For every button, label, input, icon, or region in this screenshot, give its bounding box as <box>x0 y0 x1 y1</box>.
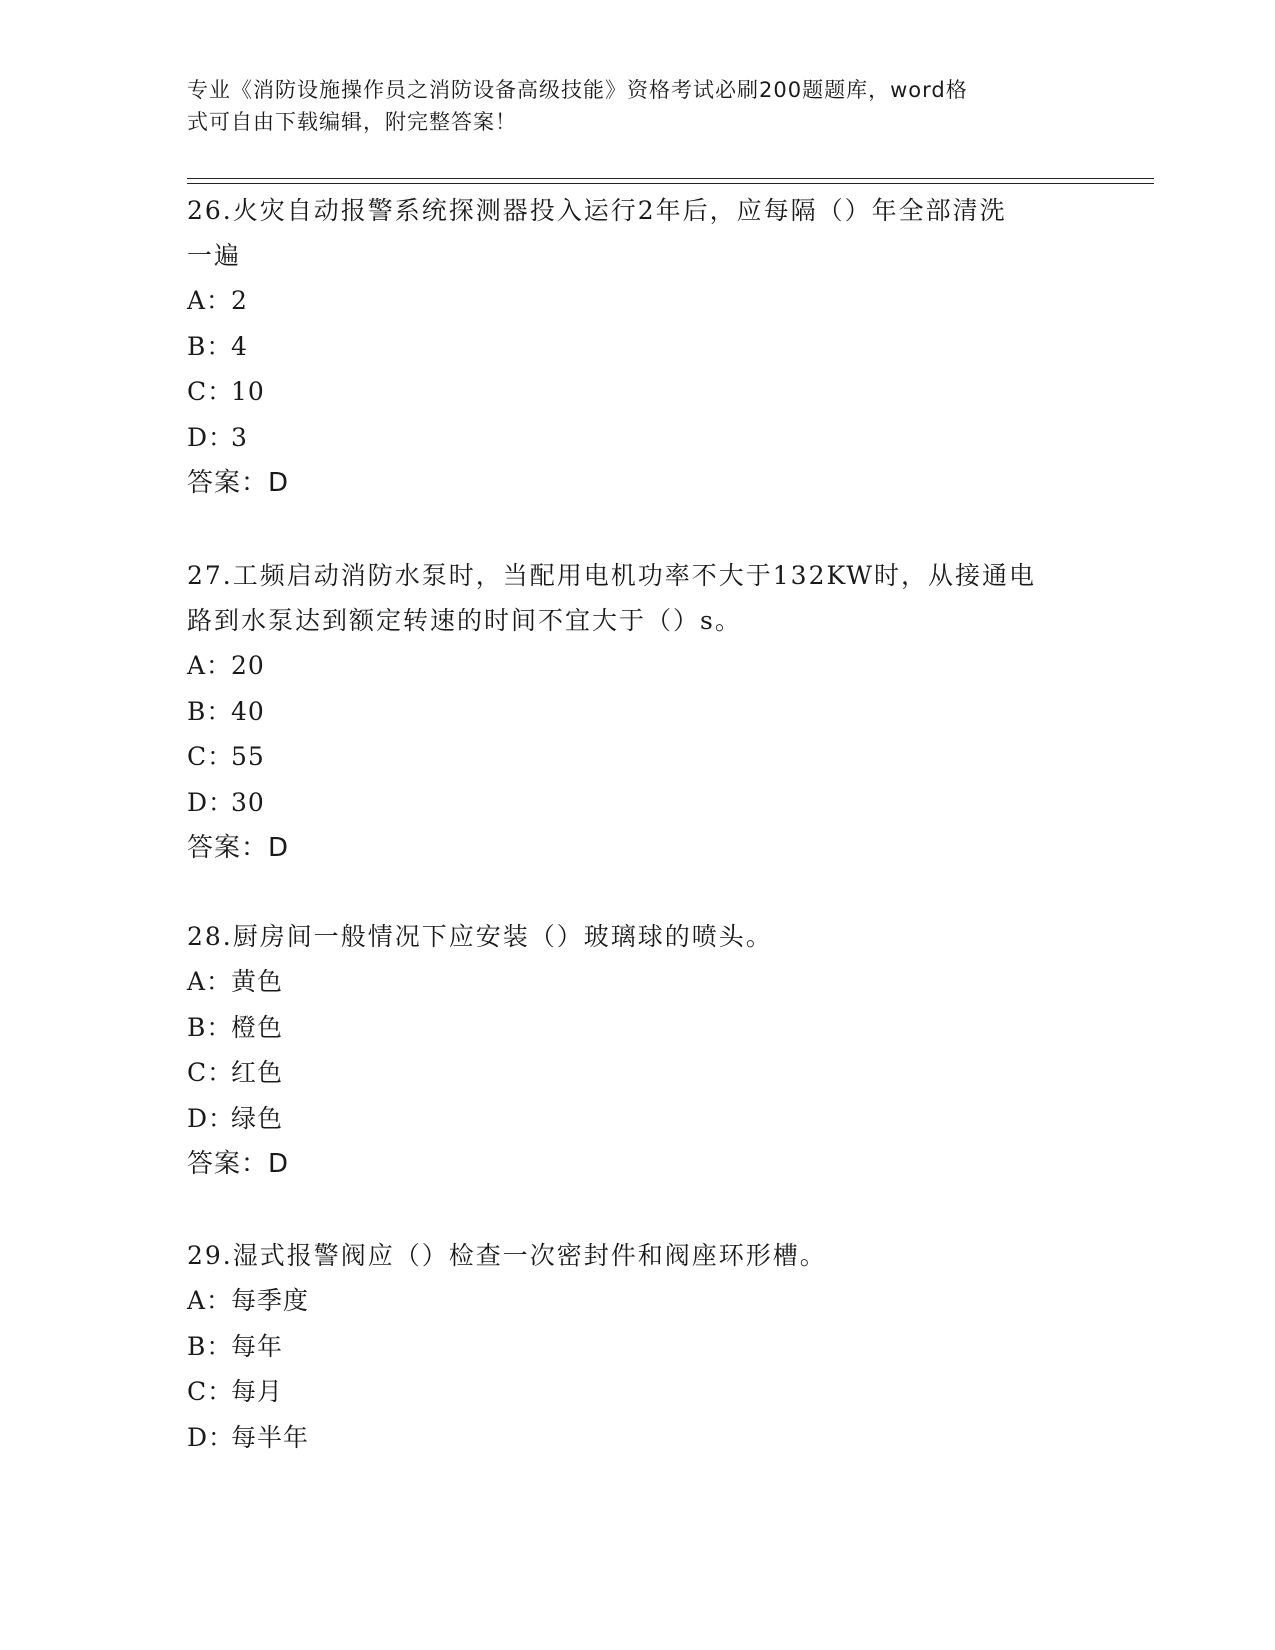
option-key: A： <box>187 967 233 996</box>
question-28 <box>187 914 1087 1187</box>
option-key: C： <box>187 742 234 771</box>
option-d <box>187 1096 1087 1142</box>
question-stem: 28.厨房间一般情况下应安装（）玻璃球的喷头。 <box>187 922 773 951</box>
question-stem: 29.湿式报警阀应（）检查一次密封件和阀座环形槽。 <box>187 1241 827 1270</box>
question-29 <box>187 1233 1087 1460</box>
option-text: 每月 <box>231 1377 284 1406</box>
header-divider-bottom <box>187 183 1154 184</box>
option-key: C： <box>187 377 234 406</box>
option-a <box>187 643 1087 689</box>
question-26 <box>187 188 1087 506</box>
question-stem-continued: 路到水泵达到额定转速的时间不宜大于（）s。 <box>187 606 742 635</box>
option-b <box>187 1324 1087 1370</box>
option-text: 红色 <box>231 1058 284 1087</box>
option-text: 40 <box>231 696 265 726</box>
option-key: A： <box>187 1286 233 1315</box>
header-line-1: 专业《消防设施操作员之消防设备高级技能》资格考试必刷200题题库，word格 <box>187 78 968 102</box>
question-27 <box>187 553 1087 871</box>
option-text: 每年 <box>231 1331 284 1361</box>
question-stem: 27.工频启动消防水泵时，当配用电机功率不大于132KW时，从接通电 <box>187 561 1036 590</box>
answer-line: 答案：D <box>187 468 290 498</box>
option-text: 绿色 <box>231 1103 284 1133</box>
option-text: 10 <box>231 377 265 406</box>
option-b <box>187 324 1087 370</box>
option-c <box>187 1050 1087 1096</box>
option-c <box>187 734 1087 780</box>
option-b <box>187 1005 1087 1051</box>
option-key: B： <box>187 1331 233 1361</box>
option-key: C： <box>187 1377 234 1406</box>
option-a <box>187 1278 1087 1324</box>
option-d <box>187 780 1087 826</box>
option-b <box>187 689 1087 735</box>
document-header <box>187 74 1087 138</box>
option-key: D： <box>187 422 235 452</box>
option-d <box>187 1415 1087 1461</box>
option-key: B： <box>187 1012 233 1042</box>
header-divider-top <box>187 178 1154 179</box>
header-line-2: 式可自由下载编辑，附完整答案！ <box>187 110 517 134</box>
answer-line: 答案：D <box>187 833 290 863</box>
option-text: 2 <box>231 286 248 315</box>
option-text: 3 <box>231 422 248 452</box>
option-key: D： <box>187 787 235 817</box>
option-a <box>187 278 1087 324</box>
question-stem: 26.火灾自动报警系统探测器投入运行2年后，应每隔（）年全部清洗 <box>187 196 1007 225</box>
option-key: D： <box>187 1103 235 1133</box>
option-text: 每季度 <box>231 1286 310 1315</box>
option-key: A： <box>187 286 233 315</box>
option-key: B： <box>187 331 233 361</box>
option-text: 黄色 <box>231 967 284 996</box>
option-key: A： <box>187 651 233 680</box>
option-text: 20 <box>231 651 265 680</box>
answer-line: 答案：D <box>187 1149 290 1179</box>
option-text: 55 <box>231 742 265 771</box>
option-text: 橙色 <box>231 1012 284 1042</box>
option-key: C： <box>187 1058 234 1087</box>
option-d <box>187 415 1087 461</box>
option-text: 30 <box>231 787 265 817</box>
option-c <box>187 1369 1087 1415</box>
question-stem-continued: 一遍 <box>187 241 242 270</box>
option-a <box>187 959 1087 1005</box>
option-c <box>187 369 1087 415</box>
option-key: B： <box>187 696 233 726</box>
option-key: D： <box>187 1422 235 1452</box>
option-text: 4 <box>231 331 248 361</box>
option-text: 每半年 <box>231 1422 310 1452</box>
